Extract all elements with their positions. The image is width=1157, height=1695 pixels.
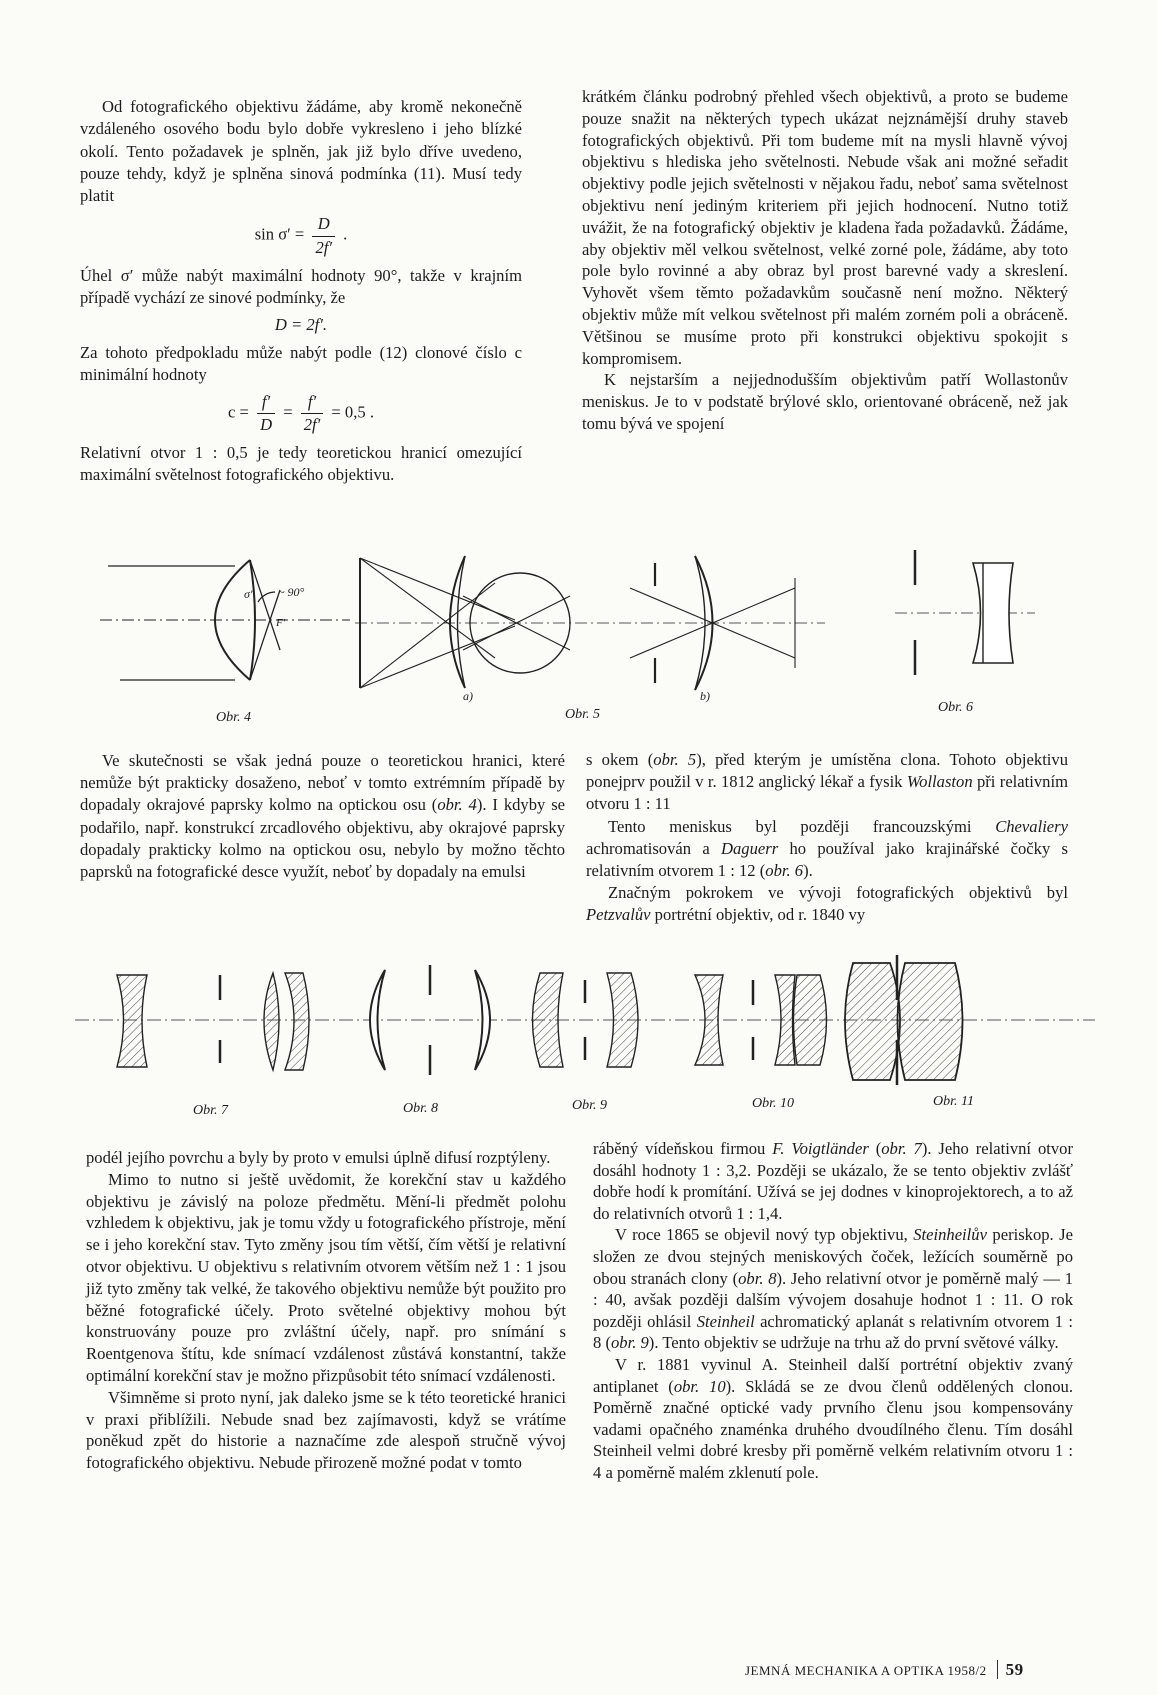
page-number: 59	[997, 1660, 1024, 1679]
equation-d: D = 2f′.	[274, 314, 328, 334]
equation-mid: =	[283, 402, 293, 422]
caption-fig7: Obr. 7	[193, 1103, 229, 1118]
figure-4	[100, 530, 350, 690]
text: V r. 1881 vyvinul A. Steinheil další portrétní objektiv zvaný antiplanet (	[593, 1354, 1073, 1396]
text: ho používal jako krajinářské čočky s relativním otvorem 1 : 12 (	[586, 838, 1068, 881]
caption-fig5: Obr. 5	[565, 707, 601, 722]
paragraph	[586, 816, 1068, 883]
text: periskop. Je složen ze dvou stejných meniskových čoček, ležících souměrně po obou stranách clony (	[593, 1225, 1073, 1288]
figure-ref: obr. 7	[881, 1139, 922, 1158]
denominator: 2f′	[303, 414, 321, 434]
text: Tento meniskus byl později francouzskými	[608, 816, 996, 836]
paragraph	[586, 882, 1068, 926]
paragraph	[586, 749, 1068, 816]
equation-c	[80, 391, 522, 437]
paragraph	[593, 1354, 1073, 1484]
equation-fraction	[257, 391, 275, 437]
text: ráběný vídeňskou firmou	[593, 1139, 773, 1158]
paragraph: krátkém článku podrobný přehled všech objektivů, a proto se budeme pouze snažit na některých typech ukázat nejznámější druhy staveb fotografických objektivů. Při tom budeme mít na mysli hlavně vývoj objektivu s hlediska jeho světelnosti. Nebude však ani možné seřadit objektivy podle jejich světelnosti v nějakou řadu, neboť sama světelnost objektivu není jediným kriteriem při jejich hodnocení. Nutno totiž uvážit, že na fotografický objektiv je kladena řada požadavků. Žádáme, aby objektiv měl velkou světelnost, velké zorné pole, žádáme, aby toto pole bylo rovinné a aby obraz byl prost barevné vady a skreslení. Vyhovět všem těmto požadavkům současně není možno. Některý objektiv může mít velkou světelnost při malém zorném poli a obráceně. Většinou se musíme proto při konstrukci objektivu spokojit s kompromisem.	[582, 87, 1068, 368]
caption-fig6: Obr. 6	[938, 700, 974, 715]
text: ). I kdyby se podařilo, např. konstrukcí zrcadlového objektivu, aby okrajové paprsky dopadaly prakticky kolmo na optickou osu, nebylo by možno těchto paprsků na fotografické desce využít, neboť by dopadaly na emulsi	[80, 795, 566, 882]
person-name: Steinheilův	[913, 1225, 987, 1245]
paragraph: Za tohoto předpokladu může nabýt podle (12) clonové číslo c minimální hodnoty	[80, 342, 522, 385]
paragraph: Úhel σ′ může nabýt maximální hodnoty 90°, takže v krajním případě vychází ze sinové podmínky, že	[80, 266, 522, 308]
paragraph: Od fotografického objektivu žádáme, aby kromě nekonečně vzdáleného osového bodu bylo dobře vykresleno i jeho blízké okolí. Tento požadavek je splněn, jak již bylo dříve uvedeno, pouze tehdy, když je splněna sinová podmínka (11). Musí tedy platit	[80, 97, 522, 206]
text: při relativním otvoru 1 : 11	[586, 772, 1068, 814]
left-column-mid	[80, 750, 565, 883]
figure-ref: obr. 9	[610, 1333, 649, 1353]
text: achromatisován a	[586, 838, 721, 858]
paragraph: podél jejího povrchu a byly by proto v emulsi úplně difusí rozptýleny.	[86, 1148, 551, 1167]
page-footer	[745, 1660, 1085, 1680]
paragraph	[80, 750, 565, 883]
right-column-bottom	[593, 1138, 1073, 1484]
figure-ref: obr. 4	[437, 795, 477, 815]
text: achromatický aplanát s relativním otvorem 1 : 8 (	[593, 1311, 1073, 1353]
equation-fraction	[301, 391, 324, 437]
text: ).	[803, 861, 813, 881]
denominator: 2f′	[315, 237, 332, 257]
focus-label: F′	[276, 617, 286, 629]
person-name: Chevaliery	[995, 816, 1068, 836]
label-a: a)	[463, 689, 473, 703]
paragraph	[593, 1138, 1073, 1224]
denominator: D	[260, 414, 273, 434]
figure-5	[355, 548, 825, 708]
text: ). Skládá se ze dvou členů oddělených clonou. Poměrně značné optické vady prvního členu jsou kompensovány vadami opačného znaménka druhého dvoudílného členu. Tím dosáhl Steinheil velmi dobré kresby při poměrně velkém relativním otvoru 1 : 4 a poměrně malém zklenutí pole.	[593, 1376, 1074, 1482]
sigma-label: σ′	[244, 587, 253, 601]
figure-ref: obr. 10	[673, 1376, 726, 1396]
figure-6	[895, 545, 1035, 685]
equation-sine	[80, 213, 522, 259]
text: portrétní objektiv, od r. 1840 vy	[650, 905, 866, 925]
equation-tail: = 0,5 .	[331, 402, 374, 422]
paragraph: Mimo to nutno si ještě uvědomit, že korekční stav u každého objektivu je závislý na poloze předmětu. Mění-li předmět polohu vzhledem k objektivu, jak je tomu vždy u fotografického přístroje, mění se i jeho korekční stav. Tyto změny jsou tím větší, čím větší je relativní otvor objektivu. U objektivu s relativním otvorem větším než 1 : 1 jsou již tyto změny tak velké, že takového objektivu nemůže být použito pro běžné fotografické účely. Proto světelné objektivy mohou být konstruovány pouze pro zvláštní účely, např. pro snímání s Roentgenova štítu, kde snímací vzdálenost zůstává konstantní, takže optimální korekční stav je možno přizpůsobit této snímací vzdálenosti.	[86, 1169, 566, 1385]
caption-fig11: Obr. 11	[933, 1094, 974, 1109]
person-name: Wollaston	[906, 772, 973, 792]
equation-fraction	[312, 213, 335, 259]
equation-tail: .	[343, 225, 348, 245]
paragraph: Všimněme si proto nyní, jak daleko jsme se k této teoretické hranici v praxi přiblížili. Nebude snad bez zajímavosti, když se vrátíme poněkud zpět do historie a naznačíme zde alespoň stručně vývoj fotografického objektivu. Nebude přirozeně možné podat v tomto	[86, 1387, 566, 1473]
person-name: Petzvalův	[586, 905, 651, 925]
figure-ref: obr. 5	[653, 750, 697, 769]
caption-fig9: Obr. 9	[572, 1098, 608, 1113]
lens-figures-row	[75, 945, 1095, 1095]
right-column-top	[582, 86, 1068, 435]
paragraph: K nejstarším a nejjednodušším objektivům patří Wollastonův meniskus. Je to v podstatě brýlové sklo, orientované obráceně, než jak tomu bývá ve spojení	[582, 370, 1068, 433]
label-b: b)	[700, 689, 710, 703]
numerator: f′	[257, 391, 275, 414]
journal-name: JEMNÁ MECHANIKA A OPTIKA 1958/2	[745, 1663, 987, 1678]
text: s okem (	[586, 750, 654, 769]
right-column-mid	[586, 749, 1068, 927]
caption-fig8: Obr. 8	[403, 1101, 439, 1116]
text: ). Jeho relativní otvor dosáhl hodnoty 1 : 3,2. Později se ukázalo, že se tento objektiv zvlášť dobře hodí k promítání. Užívá se jej dodnes v kinoprojektorech, a to až do relativních otvorů 1 : 1,4.	[593, 1139, 1073, 1223]
text: Značným pokrokem ve vývoji fotografických objektivů byl	[608, 883, 1068, 903]
numerator: f′	[301, 391, 324, 414]
text: V roce 1865 se objevil nový typ objektivu,	[615, 1225, 914, 1245]
equation-left: sin σ′ =	[254, 225, 305, 245]
left-column-bottom	[86, 1147, 566, 1474]
caption-fig4: Obr. 4	[216, 710, 252, 725]
left-column-top	[80, 96, 522, 487]
person-name: Steinheil	[696, 1311, 755, 1331]
equation-left: c =	[228, 402, 249, 422]
text: (	[868, 1139, 882, 1158]
numerator: D	[312, 213, 335, 236]
text: Ve skutečnosti se však jedná pouze o teoretickou hranici, které nemůže být prakticky dosaženo, neboť v tomto extrémním případě by dopadaly okrajové paprsky kolmo na optickou osu (	[80, 751, 565, 815]
company-name: F. Voigtländer	[772, 1139, 869, 1158]
figure-ref: obr. 8	[738, 1268, 777, 1288]
angle-label: ~ 90°	[278, 585, 305, 599]
person-name: Daguerr	[721, 838, 779, 858]
paragraph: Relativní otvor 1 : 0,5 je tedy teoretickou hranicí omezující maximální světelnost fotografického objektivu.	[80, 443, 522, 485]
figure-ref: obr. 6	[765, 861, 804, 881]
text: ), před kterým je umístěna clona. Tohoto objektivu ponejprv použil v r. 1812 anglický lékař a fysik	[586, 750, 1069, 792]
caption-fig10: Obr. 10	[752, 1096, 795, 1111]
text: ). Tento objektiv se udržuje na trhu až do první světové války.	[648, 1333, 1059, 1353]
paragraph	[593, 1224, 1073, 1354]
text: ). Jeho relativní otvor je poměrně malý — 1 : 40, avšak později dalším vývojem dosahuje hodnot 1 : 11. O rok později ohlásil	[593, 1268, 1073, 1331]
